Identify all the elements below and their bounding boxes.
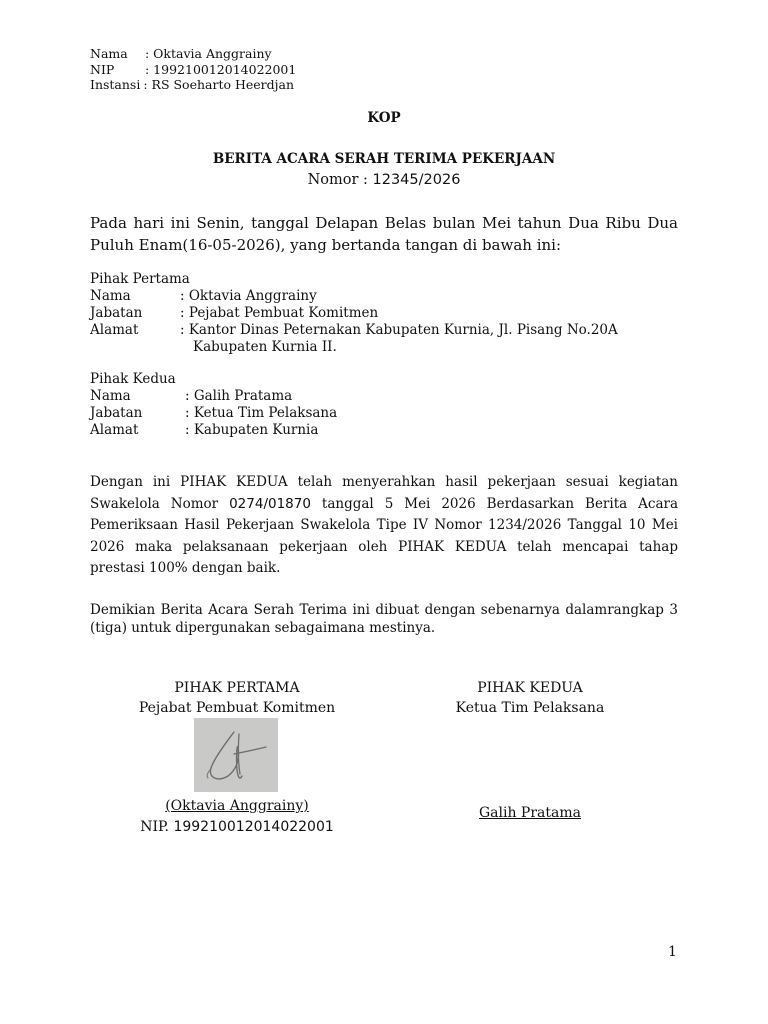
document-title: BERITA ACARA SERAH TERIMA PEKERJAAN — [212, 151, 556, 167]
pihak-pertama-row — [90, 322, 618, 339]
intro-paragraph: Pada hari ini Senin, tanggal Delapan Belas bulan Mei tahun Dua Ribu Dua Puluh Enam(16-05-2026), yang bertanda tangan di bawah ini: — [90, 214, 678, 254]
pihak-pertama-block — [90, 271, 618, 356]
header-label: Instansi — [90, 77, 141, 92]
header-value: : Oktavia Anggrainy — [145, 46, 272, 61]
signature-right-role: Ketua Tim Pelaksana — [455, 700, 605, 716]
header-row-instansi — [90, 77, 296, 93]
nip-label: NIP. — [140, 819, 174, 835]
document-number — [0, 172, 768, 188]
kop-heading: KOP — [367, 110, 401, 126]
field-label: Alamat — [90, 322, 139, 338]
pihak-kedua-row — [90, 422, 337, 439]
field-label: Nama — [90, 288, 131, 304]
nip-value: 199210012014022001 — [173, 819, 334, 835]
signature-left-role: Pejabat Pembuat Komitmen — [138, 700, 336, 716]
document-number-label: Nomor : — [307, 172, 373, 188]
header-row-nip — [90, 62, 296, 78]
pihak-kedua-row — [90, 388, 337, 405]
pihak-kedua-row — [90, 405, 337, 422]
field-value: : Ketua Tim Pelaksana — [185, 405, 338, 421]
pihak-kedua-heading: Pihak Kedua — [90, 371, 176, 387]
header-label: NIP — [90, 61, 115, 77]
field-value: : Oktavia Anggrainy — [180, 288, 317, 304]
field-value: : Galih Pratama — [185, 388, 293, 404]
page-number: 1 — [668, 944, 677, 960]
header-row-nama — [90, 46, 296, 62]
field-value: : Kabupaten Kurnia — [185, 422, 319, 438]
signature-right — [425, 678, 635, 718]
field-label: Nama — [90, 388, 131, 404]
pihak-pertama-row — [90, 288, 618, 305]
pihak-pertama-row — [90, 305, 618, 322]
handover-paragraph — [90, 472, 678, 580]
header-label: Nama — [90, 46, 128, 61]
signature-scribble-icon — [194, 718, 278, 792]
closing-paragraph: Demikian Berita Acara Serah Terima ini dibuat dengan sebenarnya dalamrangkap 3 (tiga) untuk dipergunakan sebagaimana mestinya. — [90, 602, 678, 636]
field-label: Jabatan — [90, 305, 143, 321]
alamat-continuation: Kabupaten Kurnia II. — [193, 339, 337, 355]
signature-left-title: PIHAK PERTAMA — [174, 680, 300, 696]
signature-left-nip — [132, 817, 342, 837]
swakelola-number: 0274/01870 — [229, 495, 311, 512]
signature-left-name: (Oktavia Anggrainy) — [165, 798, 309, 814]
document-number-value: 12345/2026 — [372, 172, 461, 188]
signature-right-title: PIHAK KEDUA — [477, 680, 583, 696]
handover-text-a: Dengan ini PIHAK KEDUA telah menyerahkan hasil pekerjaan sesuai kegiatan Swakelola Nomor — [90, 474, 678, 512]
field-label: Alamat — [90, 422, 139, 438]
field-value: : Kantor Dinas Peternakan Kabupaten Kurnia, Jl. Pisang No.20A — [180, 322, 618, 338]
header-identity — [90, 46, 296, 93]
pihak-pertama-heading: Pihak Pertama — [90, 271, 190, 287]
field-label: Jabatan — [90, 405, 143, 421]
handover-text-b: tanggal 5 Mei 2026 Berdasarkan Berita Acara Pemeriksaan Hasil Pekerjaan Swakelola Tipe IV Nomor 1234/2026 Tanggal 10 Mei 2026 maka pelaksanaan pekerjaan oleh PIHAK KEDUA telah mencapai tahap prestasi 100% dengan baik. — [90, 495, 678, 576]
pihak-kedua-block — [90, 371, 337, 439]
handwritten-signature-image — [194, 718, 278, 792]
header-value: : 199210012014022001 — [145, 61, 297, 77]
header-value: : RS Soeharto Heerdjan — [143, 77, 295, 92]
signature-right-name: Galih Pratama — [478, 805, 581, 821]
signature-left — [132, 678, 342, 718]
field-value: : Pejabat Pembuat Komitmen — [180, 305, 379, 321]
